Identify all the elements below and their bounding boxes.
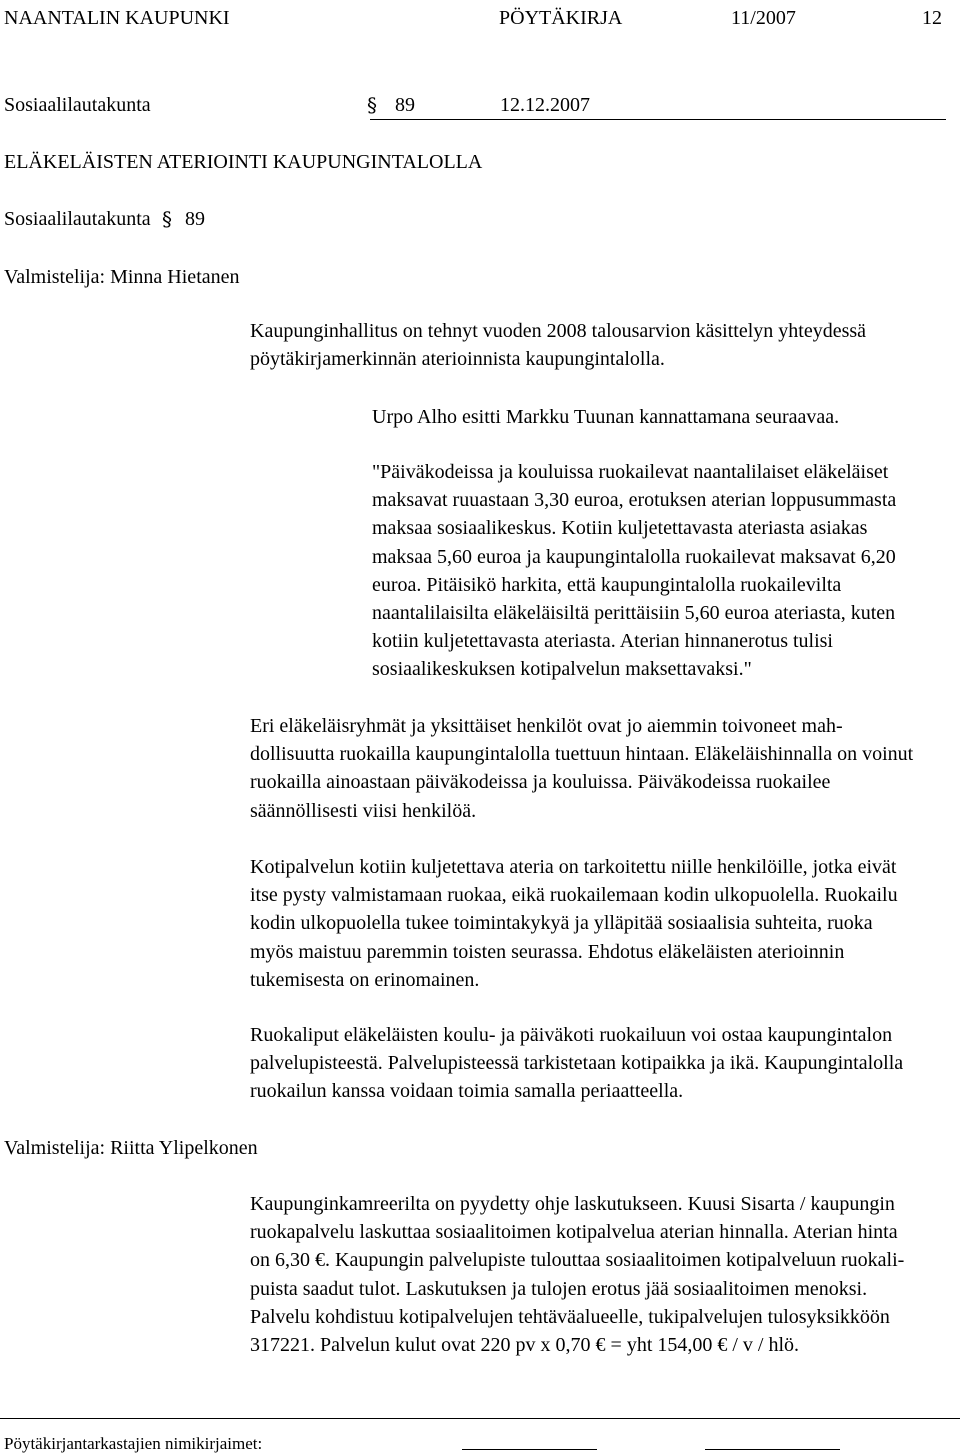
paragraph-4-line: myös maistuu paremmin toisten seurassa. Ehdotus eläkeläisten aterioinnin [250, 940, 845, 963]
paragraph-6-line: Kaupunginkamreerilta on pyydetty ohje laskutukseen. Kuusi Sisarta / kaupungin [250, 1193, 895, 1215]
paragraph-1-line: pöytäkirjamerkinnän aterioinnista kaupungintalolla. [250, 348, 665, 371]
header-doc-number: 11/2007 [731, 7, 796, 29]
quote-paragraph [372, 458, 896, 684]
paragraph-4-line: tukemisesta on erinomainen. [250, 968, 480, 991]
paragraph-3-line: dollisuutta ruokailla kaupungintalolla tuettuun hintaan. Eläkeläishinnalla on voinut [250, 743, 914, 766]
paragraph-6-line: 317221. Palvelun kulut ovat 220 pv x 0,70 € = yht 154,00 € / v / hlö. [250, 1334, 800, 1357]
paragraph-5-line: Ruokaliput eläkeläisten koulu- ja päiväkoti ruokailuun voi ostaa kaupungintalon [250, 1024, 893, 1046]
item-ref-body: Sosiaalilautakunta [4, 208, 151, 230]
initials-line-1 [462, 1449, 597, 1450]
header-rule [370, 119, 946, 120]
quote-line: sosiaalikeskuksen kotipalvelun maksettavaksi." [372, 658, 752, 681]
initials-line-2 [705, 1449, 840, 1450]
quote-line: euroa. Pitäisikö harkita, että kaupungintalolla ruokailevilta [372, 573, 842, 596]
paragraph-4-line: Kotipalvelun kotiin kuljetettava ateria on tarkoitettu niille henkilöille, jotka eivät [250, 856, 897, 878]
quote-line: "Päiväkodeissa ja kouluissa ruokailevat naantalilaiset eläkeläiset [372, 461, 889, 483]
preparer-2: Valmistelija: Riitta Ylipelkonen [4, 1137, 258, 1159]
quote-line: maksavat ruuastaan 3,30 euroa, erotuksen aterian loppusummasta [372, 489, 897, 512]
paragraph-6-line: on 6,30 €. Kaupungin palvelupiste tulouttaa sosiaalitoimen kotipalveluun ruokali- [250, 1249, 905, 1272]
paragraph-4 [250, 853, 898, 994]
paragraph-2: Urpo Alho esitti Markku Tuunan kannattamana seuraavaa. [372, 406, 840, 428]
footer-rule [0, 1418, 960, 1419]
paragraph-6-line: puista saadut tulot. Laskutuksen ja tulojen erotus jää sosiaalitoimen menoksi. [250, 1277, 868, 1300]
paragraph-3-line: säännöllisesti viisi henkilöä. [250, 799, 477, 822]
item-ref-section-sign: § [162, 207, 172, 231]
footer-label: Pöytäkirjantarkastajien nimikirjaimet: [4, 1434, 263, 1453]
meeting-date: 12.12.2007 [500, 94, 590, 116]
paragraph-6-line: ruokapalvelu laskuttaa sosiaalitoimen kotipalvelua aterian hinnalla. Aterian hinta [250, 1221, 898, 1244]
paragraph-4-line: kodin ulkopuolella tukee toimintakykyä ja ylläpitää sosiaalisia suhteita, ruoka [250, 912, 873, 935]
preparer-1: Valmistelija: Minna Hietanen [4, 266, 240, 288]
paragraph-1-line: Kaupunginhallitus on tehnyt vuoden 2008 talousarvion käsittelyn yhteydessä [250, 320, 867, 342]
paragraph-3-line: ruokailla ainoastaan päiväkodeissa ja kouluissa. Päiväkodeissa ruokailee [250, 771, 831, 794]
paragraph-1 [250, 317, 866, 373]
quote-line: maksaa sosiaalikeskus. Kotiin kuljetettavasta ateriasta asiakas [372, 517, 868, 540]
meeting-body: Sosiaalilautakunta [4, 94, 151, 116]
quote-line: kotiin kuljetettavasta ateriasta. Aterian hinnanerotus tulisi [372, 630, 833, 653]
meeting-section-number: 89 [395, 94, 415, 116]
paragraph-6 [250, 1190, 904, 1359]
paragraph-3-line: Eri eläkeläisryhmät ja yksittäiset henkilöt ovat jo aiemmin toivoneet mah- [250, 715, 843, 737]
paragraph-5-line: ruokailun kanssa voidaan toimia samalla periaatteella. [250, 1080, 684, 1103]
item-title: ELÄKELÄISTEN ATERIOINTI KAUPUNGINTALOLLA [4, 151, 483, 173]
quote-line: maksaa 5,60 euroa ja kaupungintalolla ruokailevat maksavat 6,20 [372, 545, 896, 568]
paragraph-4-line: itse pysty valmistamaan ruokaa, eikä ruokailemaan kodin ulkopuolella. Ruokailu [250, 884, 898, 907]
paragraph-5 [250, 1021, 903, 1106]
quote-line: naantalilaisilta eläkeläisiltä perittäisiin 5,60 euroa ateriasta, kuten [372, 602, 896, 625]
meeting-section-sign: § [367, 93, 377, 117]
paragraph-6-line: Palvelu kohdistuu kotipalvelujen tehtäväalueelle, tukipalvelujen tulosyksikköön [250, 1305, 890, 1328]
paragraph-5-line: palvelupisteestä. Palvelupisteessä tarkistetaan kotipaikka ja ikä. Kaupungintalolla [250, 1052, 904, 1075]
header-page-number: 12 [922, 7, 942, 29]
header-doc-type: PÖYTÄKIRJA [499, 7, 623, 29]
header-city: NAANTALIN KAUPUNKI [4, 7, 230, 29]
item-ref-section-number: 89 [185, 208, 205, 230]
paragraph-3 [250, 712, 913, 825]
